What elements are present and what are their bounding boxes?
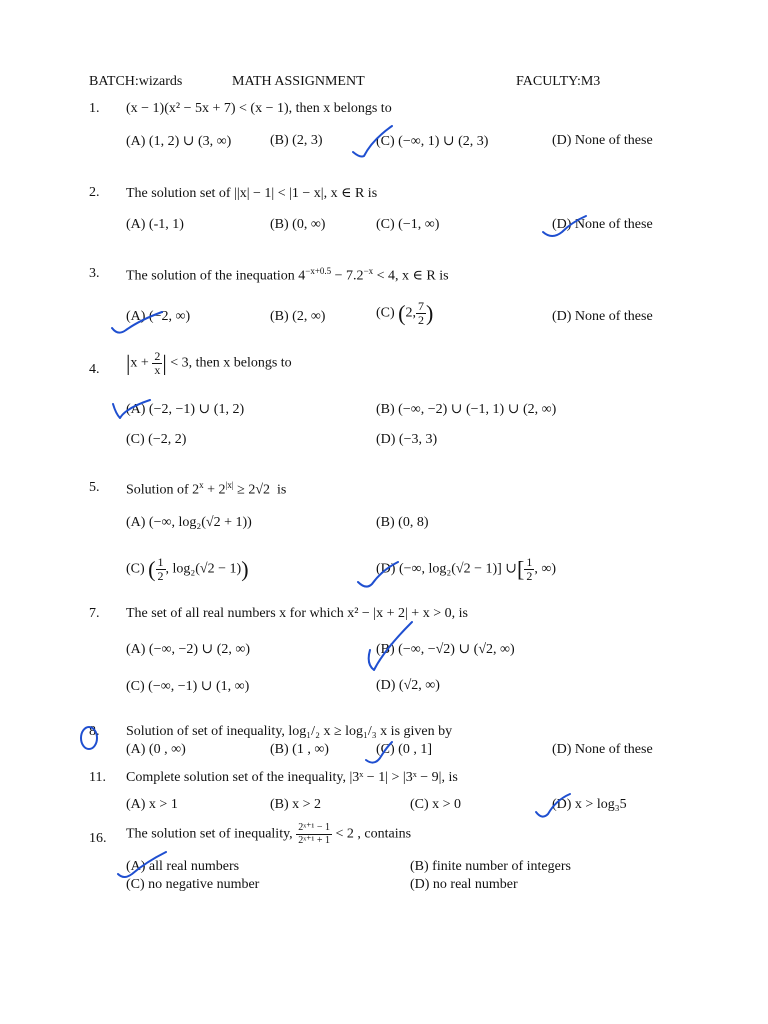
option-c[interactable]: (C) (−2, 2) bbox=[126, 432, 187, 447]
option-c[interactable]: (C) (0 , 1] bbox=[376, 742, 432, 757]
option-a[interactable]: (A) x > 1 bbox=[126, 797, 178, 812]
question-number: 7. bbox=[89, 606, 100, 621]
option-d[interactable]: (D) (−∞, log₂(√2 − 1)] ∪[ $\frac{1}{2}$ , ∞) bbox=[376, 555, 557, 583]
question-text: The solution of the inequation $4^{-x+0.5} - 7.2^{-x} < 4$, x ∈ R is bbox=[126, 266, 449, 284]
option-b[interactable]: (B) (0, 8) bbox=[376, 515, 429, 530]
question-number: 8. bbox=[89, 724, 100, 739]
option-b[interactable]: (B) x > 2 bbox=[270, 797, 322, 812]
option-a[interactable]: (A) (-1, 1) bbox=[126, 217, 184, 232]
option-c[interactable]: (C) (−∞, −1) ∪ (1, ∞) bbox=[126, 679, 250, 694]
question-number: 4. bbox=[89, 362, 100, 377]
option-d[interactable]: (D) None of these bbox=[552, 217, 653, 232]
option-d[interactable]: (D) x > log₃5 bbox=[552, 797, 627, 812]
option-a[interactable]: (A) (0 , ∞) bbox=[126, 742, 186, 757]
option-d[interactable]: (D) (√2, ∞) bbox=[376, 678, 440, 693]
question-text: (x − 1)(x² − 5x + 7) < (x − 1), then x belongs to bbox=[126, 101, 392, 116]
option-a[interactable]: (A) (−∞, −2) ∪ (2, ∞) bbox=[126, 642, 251, 657]
question-number: 11. bbox=[89, 770, 106, 785]
question-text: Solution of set of inequality, log₁/₂ x ≥ log₁/₃ x is given by bbox=[126, 724, 453, 739]
page-title: MATH ASSIGNMENT bbox=[232, 74, 365, 89]
option-c[interactable]: (C) ( $\frac{1}{2}$ , log₂(√2 − 1)) bbox=[126, 555, 249, 583]
option-b[interactable]: (B) (0, ∞) bbox=[270, 217, 326, 232]
question-number: 1. bbox=[89, 101, 100, 116]
option-b[interactable]: (B) finite number of integers bbox=[410, 859, 571, 874]
option-a[interactable]: (A) (−2, −1) ∪ (1, 2) bbox=[126, 402, 245, 417]
option-d[interactable]: (D) None of these bbox=[552, 133, 653, 148]
question-text: The set of all real numbers x for which x² − |x + 2| + x > 0, is bbox=[126, 606, 468, 621]
question-number: 5. bbox=[89, 480, 100, 495]
question-number: 2. bbox=[89, 185, 100, 200]
question-text: |x + $\frac{2}{x}$ | < 3, then x belongs to bbox=[126, 349, 292, 377]
question-number: 3. bbox=[89, 266, 100, 281]
option-a[interactable]: (A) (1, 2) ∪ (3, ∞) bbox=[126, 134, 232, 149]
question-text: Solution of $2^x + 2^{|x|} \ge 2√2$ is bbox=[126, 480, 287, 498]
option-d[interactable]: (D) no real number bbox=[410, 877, 518, 892]
option-b[interactable]: (B) (1 , ∞) bbox=[270, 742, 329, 757]
option-b[interactable]: (B) (2, 3) bbox=[270, 133, 323, 148]
option-a[interactable]: (A) (−2, ∞) bbox=[126, 309, 191, 324]
option-c[interactable]: (C) (−1, ∞) bbox=[376, 217, 440, 232]
option-d[interactable]: (D) (−3, 3) bbox=[376, 432, 438, 447]
option-d[interactable]: (D) None of these bbox=[552, 309, 653, 324]
question-number: 16. bbox=[89, 831, 107, 846]
batch-label: BATCH:wizards bbox=[89, 74, 183, 89]
option-d[interactable]: (D) None of these bbox=[552, 742, 653, 757]
question-text: The solution set of ||x| − 1| < |1 − x|, x ∈ R is bbox=[126, 186, 378, 201]
option-b[interactable]: (B) (−∞, −2) ∪ (−1, 1) ∪ (2, ∞) bbox=[376, 402, 557, 417]
option-c[interactable]: (C) (2, $\frac{7}{2}$ ) bbox=[376, 299, 434, 327]
option-a[interactable]: (A) (−∞, log₂(√2 + 1)) bbox=[126, 515, 252, 530]
option-c[interactable]: (C) (−∞, 1) ∪ (2, 3) bbox=[376, 134, 489, 149]
question-text: Complete solution set of the inequality, |3ˣ − 1| > |3ˣ − 9|, is bbox=[126, 770, 458, 785]
question-text: The solution set of inequality, $\frac{\text{2ˣ⁺¹ − 1}}{\text{2ˣ⁺¹ + 1}}$ < 2 , contains bbox=[126, 822, 412, 846]
option-c[interactable]: (C) x > 0 bbox=[410, 797, 462, 812]
faculty-label: FACULTY:M3 bbox=[516, 74, 601, 89]
option-b[interactable]: (B) (−∞, −√2) ∪ (√2, ∞) bbox=[376, 642, 515, 657]
option-a[interactable]: (A) all real numbers bbox=[126, 859, 240, 874]
option-c[interactable]: (C) no negative number bbox=[126, 877, 260, 892]
option-b[interactable]: (B) (2, ∞) bbox=[270, 309, 326, 324]
